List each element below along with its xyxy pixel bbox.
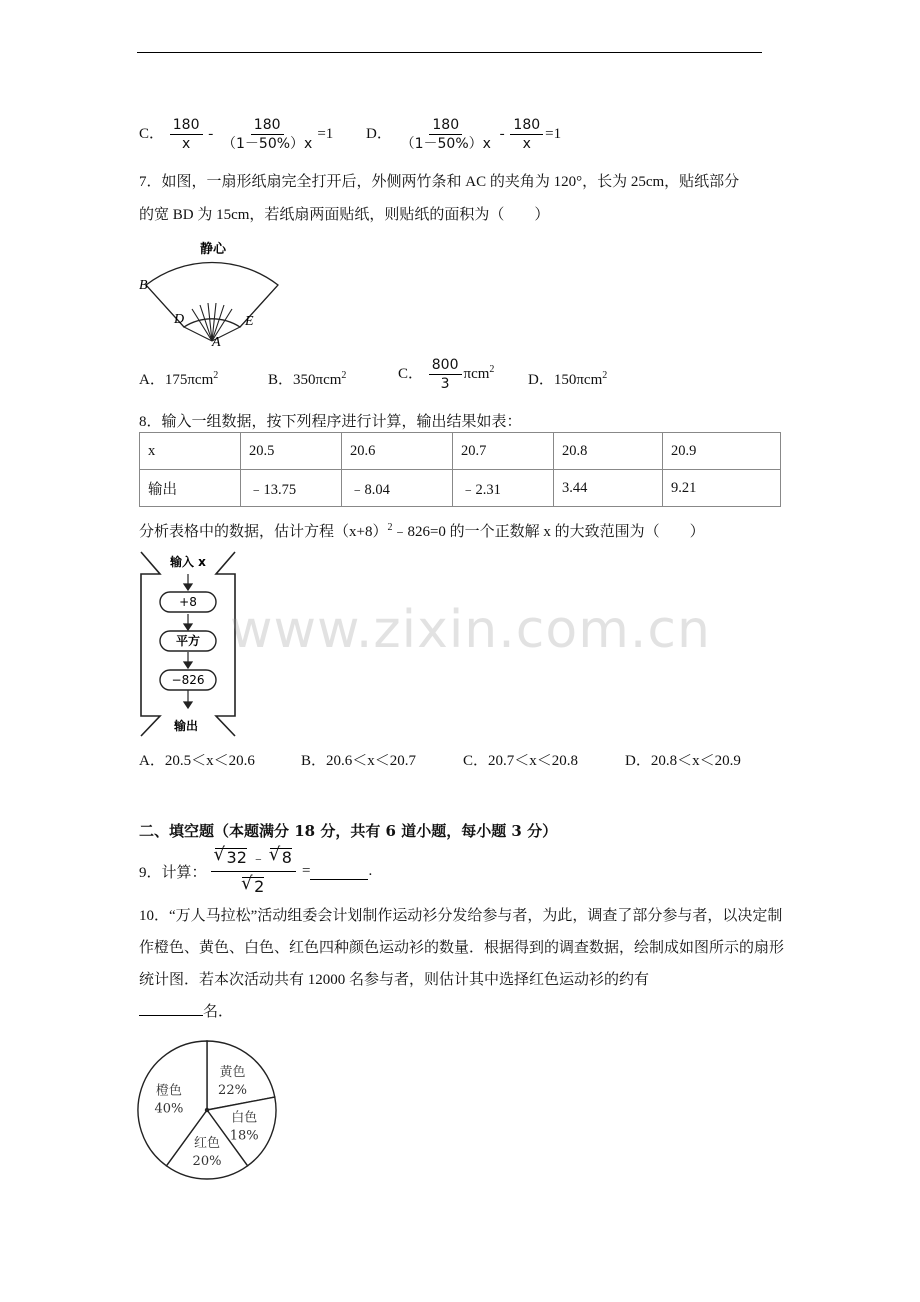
- numerator: [211, 846, 296, 872]
- table-row: [140, 470, 781, 507]
- table-cell: ﹣8.04: [342, 470, 453, 507]
- denominator: x: [181, 136, 191, 152]
- q7-option-c: [398, 356, 494, 393]
- pie-category-label: 黄色: [219, 1065, 246, 1081]
- table-cell: ﹣2.31: [453, 470, 554, 507]
- denominator: （1－50%）x: [222, 136, 313, 152]
- superscript: 2: [489, 363, 495, 375]
- radicand: 8: [281, 848, 292, 867]
- q7-option-b: [268, 368, 346, 389]
- radicand: 32: [226, 848, 247, 867]
- minus-sign: ﹣: [251, 851, 266, 867]
- fan-paper: [146, 262, 278, 327]
- numerator: 180: [170, 116, 203, 135]
- q7-line1: 7．如图，一扇形纸扇完全打开后，外侧两竹条和 AC 的夹角为 120°，长为 25cm，贴纸部分: [139, 174, 740, 190]
- table-cell: 20.5: [241, 433, 342, 470]
- option-text: D．150πcm: [528, 372, 603, 388]
- numerator: 800: [429, 356, 462, 375]
- flow-input: 输入 x: [170, 555, 206, 569]
- q8-question: [139, 520, 705, 541]
- q7-option-a: [139, 368, 218, 389]
- label-d: D: [174, 312, 185, 327]
- period: .: [368, 863, 373, 879]
- equals-sign: =: [301, 863, 311, 879]
- header-rule: [137, 52, 762, 53]
- q9: [139, 846, 372, 897]
- q8-intro: 8．输入一组数据，按下列程序进行计算，输出结果如表：: [139, 414, 522, 430]
- equals-one: =1: [545, 125, 562, 142]
- q8-option-a: A．20.5＜x＜20.6: [139, 753, 255, 769]
- q10-tail: 名．: [203, 1004, 234, 1020]
- option-text: B．350πcm: [268, 372, 342, 388]
- minus-sign: -: [208, 125, 214, 142]
- q10-body: 10．“万人马拉松”活动组委会计划制作运动衫分发给参与者，为此，调查了部分参与者，以决定制作橙色、黄色、白色、红色四种颜色运动衫的数量．根据得到的调查数据，绘制成如图所示的扇形统计图．若本次活动共有 12000 名参与者，则估计其中选择红色运动衫的约有: [139, 908, 785, 988]
- flow-output: 输出: [174, 719, 199, 733]
- table-cell: 输出: [140, 470, 241, 507]
- table-row: [140, 433, 781, 470]
- pie-percent-label: 40%: [154, 1101, 184, 1117]
- table-cell: ﹣13.75: [241, 470, 342, 507]
- table-cell: 20.7: [453, 433, 554, 470]
- fraction: [211, 846, 296, 897]
- radical: [242, 877, 264, 896]
- question-text: ﹣826=0 的一个正数解 x 的大致范围为（ ）: [392, 524, 705, 540]
- pie-chart: [134, 1038, 280, 1184]
- pie-category-label: 橙色: [155, 1083, 182, 1099]
- pie-category-label: 红色: [193, 1136, 221, 1152]
- numerator: 180: [429, 116, 462, 135]
- pie-category-label: 白色: [231, 1110, 258, 1126]
- pie-center-dot: [205, 1108, 209, 1112]
- q6-option-c: [139, 116, 333, 153]
- superscript: 2: [213, 370, 219, 381]
- option-text: A．175πcm: [139, 372, 214, 388]
- label-a: A: [212, 335, 221, 347]
- label-b: B: [139, 278, 148, 293]
- flowchart: [138, 548, 238, 740]
- fraction: [219, 116, 315, 153]
- unit: πcm: [463, 365, 490, 382]
- q6-option-d: [366, 116, 561, 153]
- fraction: [398, 116, 494, 153]
- watermark: www.zixin.com.cn: [230, 600, 711, 660]
- fan-diagram: [136, 237, 286, 347]
- q8-option-b: B．20.6＜x＜20.7: [301, 753, 417, 769]
- superscript: 2: [341, 370, 347, 381]
- q7-option-d: [528, 368, 607, 389]
- fraction: [510, 116, 543, 153]
- fan-text: 静心: [200, 242, 227, 257]
- equals-one: =1: [317, 125, 334, 142]
- radical: [270, 848, 292, 867]
- fraction: [170, 116, 203, 153]
- option-label: D．: [366, 125, 392, 142]
- minus-sign: -: [499, 125, 505, 142]
- denominator: 3: [440, 376, 450, 392]
- superscript: 2: [602, 370, 608, 381]
- flow-step-square-label: 平方: [175, 634, 201, 648]
- pie-percent-label: 22%: [218, 1083, 247, 1099]
- fraction: [429, 356, 462, 393]
- q9-label: 9．计算：: [139, 865, 207, 881]
- table-cell: 3.44: [554, 470, 663, 507]
- numerator: 180: [251, 116, 284, 135]
- q8-option-d: D．20.8＜x＜20.9: [625, 753, 741, 769]
- data-table: [139, 432, 781, 507]
- table-cell: x: [140, 433, 241, 470]
- option-label: C．: [398, 365, 424, 382]
- fan-ribs: [146, 285, 278, 341]
- section-title: 二、填空题（本题满分 18 分，共有 6 道小题，每小题 3 分）: [139, 822, 558, 840]
- denominator: [239, 872, 267, 897]
- numerator: 180: [510, 116, 543, 135]
- flow-step-add-label: +8: [179, 595, 197, 609]
- table-cell: 20.6: [342, 433, 453, 470]
- answer-blank: [310, 863, 368, 880]
- q8-option-c: C．20.7＜x＜20.8: [463, 753, 579, 769]
- denominator: x: [522, 136, 531, 152]
- option-label: C．: [139, 125, 165, 142]
- label-e: E: [245, 314, 254, 329]
- denominator: （1－50%）x: [400, 136, 491, 152]
- pie-percent-label: 18%: [229, 1128, 259, 1144]
- radical: [215, 848, 247, 867]
- q10-text: [139, 900, 784, 1028]
- superscript: 2: [387, 522, 393, 533]
- table-cell: 20.9: [663, 433, 781, 470]
- flow-step-subtract-label: −826: [171, 673, 205, 687]
- table-cell: 20.8: [554, 433, 663, 470]
- answer-blank: [139, 997, 203, 1016]
- question-text: 分析表格中的数据，估计方程（x+8）: [139, 524, 388, 540]
- q7-line2: 的宽 BD 为 15cm，若纸扇两面贴纸，则贴纸的面积为（ ）: [139, 207, 550, 223]
- radicand: 2: [254, 877, 265, 896]
- pie-percent-label: 20%: [192, 1154, 222, 1170]
- table-cell: 9.21: [663, 470, 781, 507]
